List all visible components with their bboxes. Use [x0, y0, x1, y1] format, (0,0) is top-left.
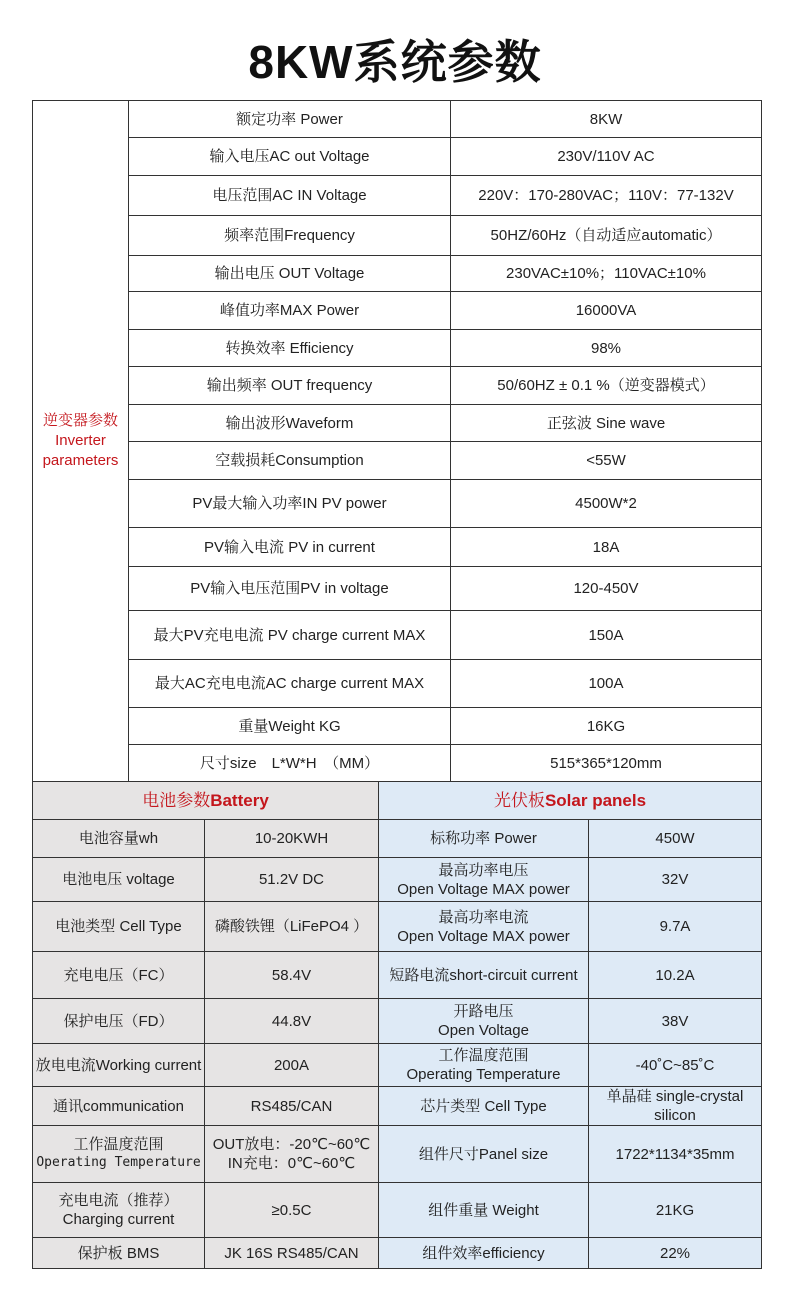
- solar-param-line: 短路电流short-circuit current: [389, 966, 578, 984]
- solar-header-en: Solar panels: [544, 791, 647, 810]
- solar-value: [589, 999, 762, 1044]
- param-name: 输出频率 OUT frequency: [129, 367, 451, 405]
- table-row: [33, 101, 762, 138]
- inverter-category-label: 逆变器参数Inverter parameters: [33, 101, 129, 782]
- table-row: [33, 176, 762, 216]
- table-row: [33, 708, 762, 745]
- param-value: 50HZ/60Hz（自动适应automatic）: [451, 216, 762, 256]
- battery-param-line: 放电电流Working current: [35, 1056, 202, 1074]
- battery-header-cn: 电池参数: [142, 791, 211, 810]
- param-value: 18A: [451, 528, 762, 567]
- battery-value: [205, 1126, 379, 1183]
- battery-param-line: 通讯communication: [53, 1097, 184, 1115]
- param-name: 输出电压 OUT Voltage: [129, 256, 451, 292]
- battery-param-line: 充电电流（推荐）: [58, 1192, 179, 1209]
- battery-param-line-2: Operating Temperature: [36, 1155, 201, 1170]
- solar-param-line: 芯片类型 Cell Type: [420, 1097, 547, 1115]
- solar-param-line: 最高功率电流: [438, 908, 529, 926]
- param-value: 4500W*2: [451, 480, 762, 528]
- battery-value-line: ≥0.5C: [271, 1201, 312, 1219]
- table-row: [33, 1044, 762, 1087]
- inverter-table: [32, 100, 762, 782]
- param-value: 230V/110V AC: [451, 138, 762, 176]
- solar-param-line: 组件重量 Weight: [428, 1201, 539, 1219]
- solar-param: [379, 1087, 589, 1126]
- battery-value-line: 200A: [273, 1056, 310, 1074]
- table-row: [33, 256, 762, 292]
- battery-param: [33, 820, 205, 858]
- param-name: PV最大输入功率IN PV power: [129, 480, 451, 528]
- solar-param-line-2: Operating Temperature: [406, 1066, 561, 1083]
- solar-param: [379, 952, 589, 999]
- solar-header: [379, 782, 762, 820]
- table-row: [33, 902, 762, 952]
- battery-value-line: 磷酸铁锂（LiFePO4 ）: [214, 918, 369, 935]
- battery-header-en: Battery: [210, 791, 269, 810]
- param-name: 空载损耗Consumption: [129, 442, 451, 480]
- battery-value-line-2: IN充电：0℃~60℃: [227, 1155, 356, 1172]
- solar-value-line: 21KG: [655, 1201, 695, 1219]
- param-value: 120-450V: [451, 567, 762, 611]
- battery-param-line: 保护电压（FD）: [63, 1012, 174, 1030]
- battery-param: [33, 1238, 205, 1269]
- table-row: [33, 999, 762, 1044]
- table-row: [33, 567, 762, 611]
- battery-param-line: 保护板 BMS: [77, 1244, 160, 1262]
- battery-param: [33, 1126, 205, 1183]
- battery-header: [33, 782, 379, 820]
- battery-value-line: RS485/CAN: [250, 1097, 333, 1115]
- solar-header-cn: 光伏板: [493, 791, 545, 810]
- solar-value-line: 38V: [661, 1012, 689, 1030]
- battery-value: [205, 1238, 379, 1269]
- param-value: 50/60HZ ± 0.1 %（逆变器模式）: [451, 367, 762, 405]
- battery-param: [33, 858, 205, 902]
- solar-value-line: 单晶硅 single-crystal silicon: [606, 1088, 744, 1124]
- table-row: [33, 292, 762, 330]
- param-name: 额定功率 Power: [129, 101, 451, 138]
- solar-param: [379, 1183, 589, 1238]
- solar-param-line-2: Open Voltage MAX power: [397, 880, 570, 898]
- param-name: 最大PV充电电流 PV charge current MAX: [129, 611, 451, 660]
- solar-param: [379, 858, 589, 902]
- table-row: [33, 1238, 762, 1269]
- solar-param-line: 最高功率电压: [438, 861, 529, 879]
- solar-param: [379, 902, 589, 952]
- param-name: 尺寸size L*W*H （MM）: [129, 745, 451, 782]
- battery-solar-table: [32, 781, 762, 1269]
- battery-param-line: 充电电压（FC）: [63, 966, 174, 984]
- table-row: [33, 745, 762, 782]
- solar-value: [589, 902, 762, 952]
- param-name: 峰值功率MAX Power: [129, 292, 451, 330]
- solar-value: [589, 1183, 762, 1238]
- table-row: [33, 442, 762, 480]
- battery-param: [33, 902, 205, 952]
- table-row: [33, 138, 762, 176]
- battery-param: [33, 1044, 205, 1087]
- table-row: [33, 216, 762, 256]
- solar-param: [379, 1044, 589, 1087]
- battery-param-line-2: Charging current: [62, 1211, 175, 1228]
- param-value: 8KW: [451, 101, 762, 138]
- table-row: [33, 367, 762, 405]
- table-row: [33, 330, 762, 367]
- battery-value: [205, 1183, 379, 1238]
- solar-param-line: 标称功率 Power: [430, 830, 537, 847]
- battery-value: [205, 820, 379, 858]
- solar-value: [589, 1044, 762, 1087]
- battery-value-line: JK 16S RS485/CAN: [224, 1244, 359, 1262]
- battery-value: [205, 1087, 379, 1126]
- battery-param: [33, 1087, 205, 1126]
- table-row: [33, 952, 762, 999]
- battery-value: [205, 858, 379, 902]
- param-value: 正弦波 Sine wave: [451, 405, 762, 442]
- param-value: 515*365*120mm: [451, 745, 762, 782]
- battery-param-line: 电池容量wh: [78, 830, 159, 847]
- battery-value-line: 58.4V: [271, 966, 312, 984]
- battery-param: [33, 999, 205, 1044]
- param-value: 220V：170-280VAC；110V：77-132V: [451, 176, 762, 216]
- solar-value: [589, 1087, 762, 1126]
- battery-value: [205, 902, 379, 952]
- param-value: <55W: [451, 442, 762, 480]
- solar-param-line: 组件效率efficiency: [422, 1244, 545, 1262]
- solar-param-line: 工作温度范围: [438, 1047, 529, 1064]
- param-name: 转换效率 Efficiency: [129, 330, 451, 367]
- solar-value-line: 32V: [661, 871, 689, 888]
- param-value: 100A: [451, 660, 762, 708]
- table-row: [33, 1183, 762, 1238]
- param-value: 230VAC±10%；110VAC±10%: [451, 256, 762, 292]
- battery-param: [33, 952, 205, 999]
- solar-param: [379, 1238, 589, 1269]
- solar-value-line: 9.7A: [659, 918, 691, 935]
- battery-value: [205, 952, 379, 999]
- param-name: 输出波形Waveform: [129, 405, 451, 442]
- solar-value: [589, 1126, 762, 1183]
- solar-param-line-2: Open Voltage MAX power: [397, 927, 570, 945]
- table-row: [33, 820, 762, 858]
- solar-value-line: 450W: [655, 830, 695, 847]
- battery-value-line: 10-20KWH: [254, 830, 329, 847]
- solar-param-line-2: Open Voltage: [438, 1022, 529, 1039]
- page-title: 8KW系统参数: [248, 36, 542, 88]
- table-row: [33, 1126, 762, 1183]
- table-row: [33, 405, 762, 442]
- battery-value-line: 51.2V DC: [258, 871, 325, 888]
- battery-param-line: 工作温度范围: [73, 1136, 164, 1153]
- battery-value: [205, 999, 379, 1044]
- solar-value: [589, 952, 762, 999]
- solar-value: [589, 858, 762, 902]
- solar-value-line: 1722*1134*35mm: [615, 1145, 735, 1163]
- table-row: [33, 1087, 762, 1126]
- battery-value-line: OUT放电：-20℃~60℃: [212, 1136, 371, 1153]
- battery-param: [33, 1183, 205, 1238]
- param-name: 输入电压AC out Voltage: [129, 138, 451, 176]
- battery-param-line: 电池类型 Cell Type: [55, 918, 182, 935]
- solar-value: [589, 1238, 762, 1269]
- solar-value-line: -40˚C~85˚C: [635, 1056, 715, 1074]
- param-name: 频率范围Frequency: [129, 216, 451, 256]
- solar-value: [589, 820, 762, 858]
- solar-value-line: 22%: [659, 1244, 691, 1262]
- battery-value-line: 44.8V: [271, 1012, 312, 1030]
- param-name: PV输入电压范围PV in voltage: [129, 567, 451, 611]
- table-row: [33, 480, 762, 528]
- param-value: 98%: [451, 330, 762, 367]
- param-name: PV输入电流 PV in current: [129, 528, 451, 567]
- solar-param: [379, 820, 589, 858]
- param-value: 16KG: [451, 708, 762, 745]
- table-row: [33, 660, 762, 708]
- param-name: 最大AC充电电流AC charge current MAX: [129, 660, 451, 708]
- table-row: [33, 528, 762, 567]
- table-row: [33, 611, 762, 660]
- solar-param: [379, 1126, 589, 1183]
- battery-value: [205, 1044, 379, 1087]
- solar-param: [379, 999, 589, 1044]
- param-value: 16000VA: [451, 292, 762, 330]
- param-name: 电压范围AC IN Voltage: [129, 176, 451, 216]
- battery-param-line: 电池电压 voltage: [62, 871, 175, 888]
- param-value: 150A: [451, 611, 762, 660]
- solar-value-line: 10.2A: [655, 966, 695, 984]
- solar-param-line: 组件尺寸Panel size: [418, 1145, 549, 1163]
- solar-param-line: 开路电压: [453, 1003, 514, 1020]
- param-name: 重量Weight KG: [129, 708, 451, 745]
- table-row: [33, 858, 762, 902]
